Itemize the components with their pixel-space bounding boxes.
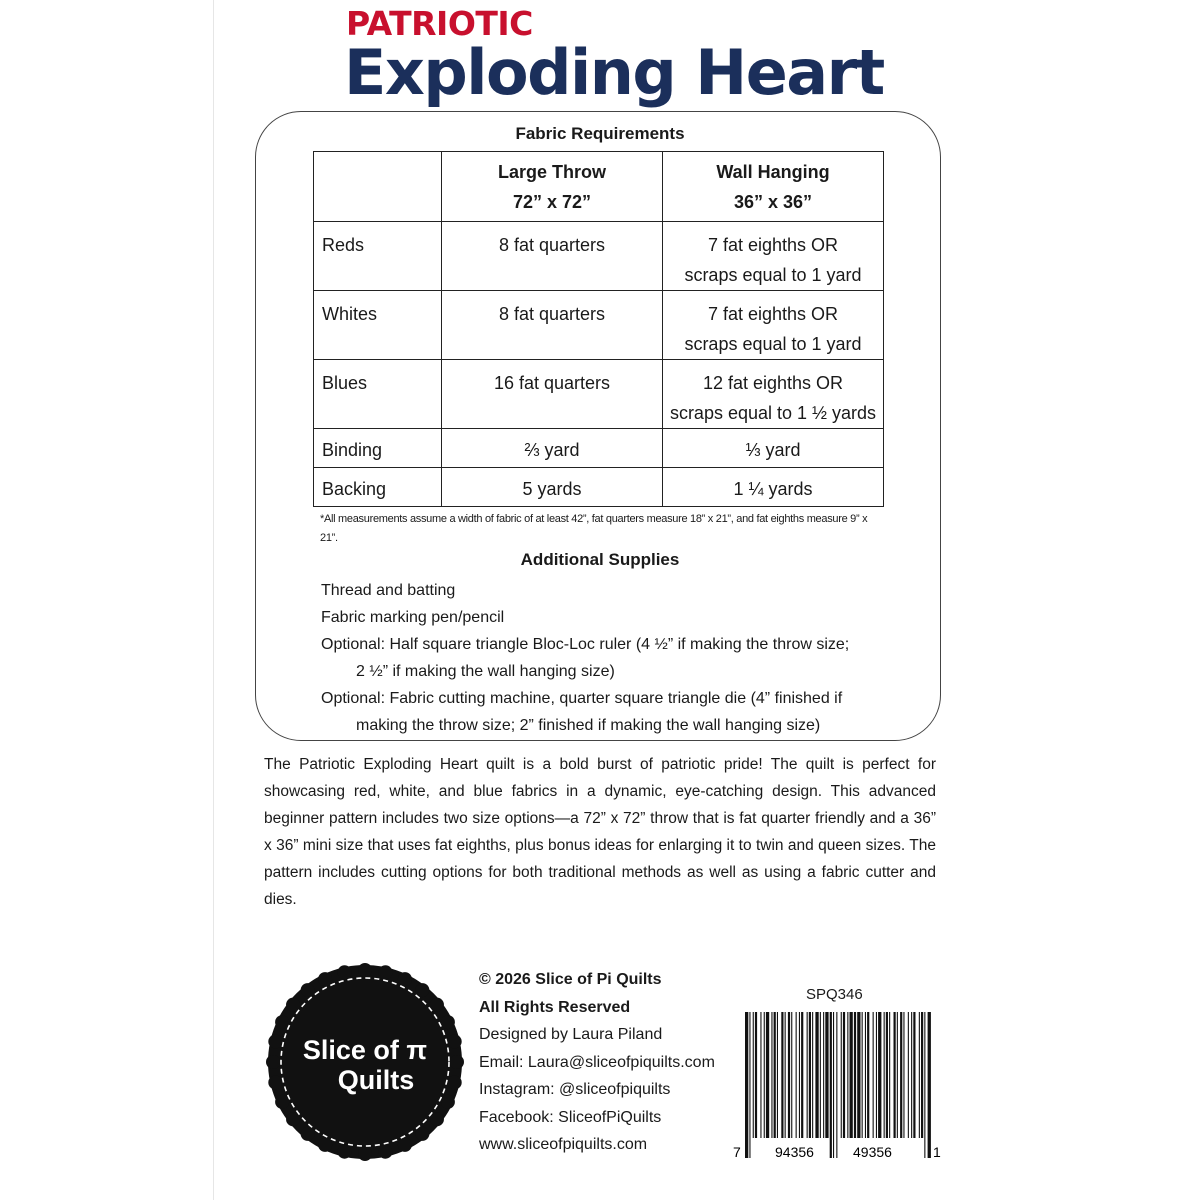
instagram-line: Instagram: @sliceofpiquilts xyxy=(479,1081,671,1098)
table-row xyxy=(314,468,884,507)
throw-cell: 16 fat quarters xyxy=(442,360,663,429)
wall-cell xyxy=(663,222,884,291)
barcode-digit-last: 1 xyxy=(933,1144,941,1160)
sku-label: SPQ346 xyxy=(806,986,863,1003)
row-label: Backing xyxy=(314,468,442,507)
table-row xyxy=(314,222,884,291)
logo-line-1: Slice of π xyxy=(302,1035,428,1065)
wall-line: scraps equal to 1 yard xyxy=(684,334,862,354)
table-row xyxy=(314,429,884,468)
credits-block xyxy=(479,966,715,1159)
wall-line: 7 fat eighths OR xyxy=(707,304,839,324)
row-label: Blues xyxy=(314,360,442,429)
fabric-requirements-table xyxy=(313,151,884,507)
table-row xyxy=(314,360,884,429)
throw-cell: ⅔ yard xyxy=(442,429,663,468)
throw-cell: 8 fat quarters xyxy=(442,291,663,360)
table-row xyxy=(314,291,884,360)
wall-cell xyxy=(663,291,884,360)
logo-line-2: Quilts xyxy=(337,1065,415,1095)
additional-supplies-heading: Additional Supplies xyxy=(520,550,680,569)
copyright-line: © 2026 Slice of Pi Quilts xyxy=(479,971,662,988)
barcode-digits-left: 94356 xyxy=(775,1144,814,1160)
barcode-digits-right: 49356 xyxy=(853,1144,892,1160)
supply-line: Optional: Fabric cutting machine, quarter square triangle die (4” finished if xyxy=(321,690,843,707)
throw-cell: 8 fat quarters xyxy=(442,222,663,291)
slice-of-pi-logo xyxy=(266,963,464,1161)
table-corner-cell xyxy=(314,152,442,222)
facebook-line: Facebook: SliceofPiQuilts xyxy=(479,1108,662,1126)
page-edge xyxy=(213,0,214,1200)
column-header-wall-hanging xyxy=(663,152,884,222)
throw-cell: 5 yards xyxy=(442,468,663,507)
barcode-icon xyxy=(731,1010,943,1160)
designer-line: Designed by Laura Piland xyxy=(479,1026,663,1043)
pattern-description: The Patriotic Exploding Heart quilt is a bold burst of patriotic pride! The quilt is perfect for showcasing red, white, and blue fabrics in a dynamic, eye-catching design. This advanced beginner pattern includes two size options—a 72” x 72” throw that is fat quarter friendly and a 36” x 36” mini size that uses fat eighths, plus bonus ideas for enlarging it to twin and queen sizes. The pattern includes cutting options for both traditional methods as well as using a fabric cutter and dies. xyxy=(264,756,936,908)
wall-line: 12 fat eighths OR xyxy=(702,373,844,393)
barcode-digit-first: 7 xyxy=(733,1144,741,1160)
website-link[interactable]: www.sliceofpiquilts.com xyxy=(479,1136,648,1153)
supply-line-continued: 2 ½” if making the wall hanging size) xyxy=(356,663,615,680)
row-label: Reds xyxy=(314,222,442,291)
row-label: Binding xyxy=(314,429,442,468)
wall-line: 1 ¼ yards xyxy=(733,479,813,499)
wall-cell xyxy=(663,360,884,429)
email-line: Email: Laura@sliceofpiquilts.com xyxy=(479,1053,715,1071)
wall-line: 7 fat eighths OR xyxy=(707,235,839,255)
wall-line: scraps equal to 1 yard xyxy=(684,265,862,285)
title-patriotic: PATRIOTIC xyxy=(346,4,533,43)
table-header-row xyxy=(314,152,884,222)
rights-line: All Rights Reserved xyxy=(479,998,631,1016)
column-header-large-throw xyxy=(442,152,663,222)
supply-line: Thread and batting xyxy=(321,582,456,599)
column-name: Large Throw xyxy=(497,161,606,182)
fabric-requirements-heading: Fabric Requirements xyxy=(515,124,685,143)
supply-line: Optional: Half square triangle Bloc-Loc ruler (4 ½” if making the throw size; xyxy=(321,636,850,653)
row-label: Whites xyxy=(314,291,442,360)
wall-line: scraps equal to 1 ½ yards xyxy=(669,403,877,423)
wall-cell xyxy=(663,468,884,507)
supply-line: Fabric marking pen/pencil xyxy=(321,609,505,626)
supply-line-continued: making the throw size; 2” finished if making the wall hanging size) xyxy=(356,717,821,734)
supplies-list xyxy=(321,577,881,739)
wall-line: ⅓ yard xyxy=(745,440,801,460)
title-exploding-heart: Exploding Heart xyxy=(344,36,884,109)
measurement-footnote: *All measurements assume a width of fabric of at least 42”, fat quarters measure 18” x 21”, and fat eighths measure 9” x 21”. xyxy=(320,513,868,544)
wall-cell xyxy=(663,429,884,468)
column-size: 72” x 72” xyxy=(512,191,592,212)
column-size: 36” x 36” xyxy=(733,191,813,212)
column-name: Wall Hanging xyxy=(716,161,830,182)
